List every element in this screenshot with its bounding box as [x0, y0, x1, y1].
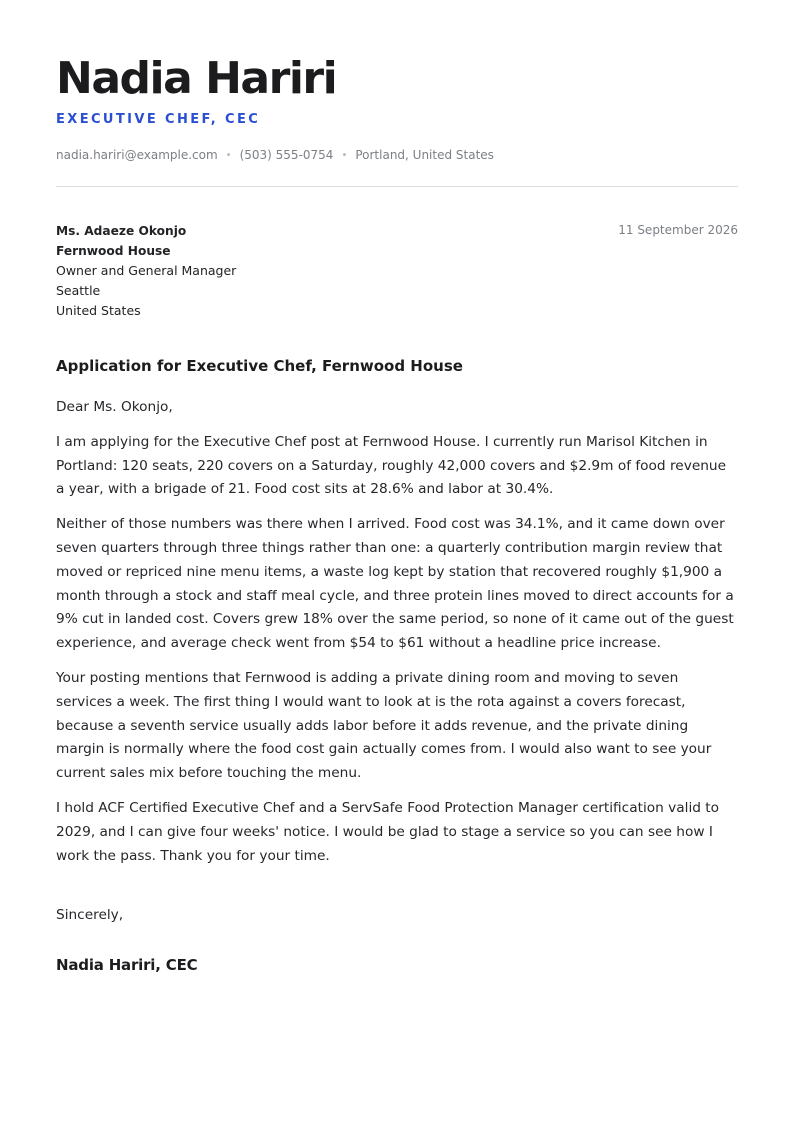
contact-line: [56, 147, 494, 165]
salutation: Dear Ms. Okonjo,: [56, 399, 173, 415]
contact-separator: •: [341, 150, 348, 161]
body-paragraph: I hold ACF Certified Executive Chef and a ServSafe Food Protection Manager certification valid to 2029, and I can give four weeks' notice. I would be glad to stage a service so you can see how I work the pass. Thank you for your time.: [56, 799, 720, 864]
recipient-city: Seattle: [56, 283, 101, 298]
recipient-block: [56, 221, 236, 321]
letter-body: [56, 396, 738, 879]
body-paragraph: Your posting mentions that Fernwood is adding a private dining room and moving to seven services a week. The first thing I would want to look at is the rota against a covers forecast, because a seventh service usually adds labor before it adds revenue, and the private dining margin is normally where the food cost gain actually comes from. I would also want to see your current sales mix before touching the menu.: [56, 669, 712, 782]
recipient-country: United States: [56, 303, 141, 318]
letter-subject: Application for Executive Chef, Fernwood House: [56, 357, 463, 375]
header-divider: [56, 186, 738, 187]
contact-separator: •: [225, 150, 232, 161]
body-paragraph: Neither of those numbers was there when I arrived. Food cost was 34.1%, and it came down over seven quarters through three things rather than one: a quarterly contribution margin review that moved or repriced nine menu items, a waste log kept by station that recovered roughly $1,900 a month through a stock and staff meal cycle, and three protein lines moved to direct accounts for a 9% cut in landed cost. Covers grew 18% over the same period, so none of it came out of the guest experience, and average check went from $54 to $61 without a headline price increase.: [56, 516, 734, 652]
recipient-name: Ms. Adaeze Okonjo: [56, 224, 187, 238]
recipient-role: Owner and General Manager: [56, 263, 237, 278]
applicant-name: Nadia Hariri: [56, 53, 337, 104]
applicant-title: EXECUTIVE CHEF, CEC: [56, 112, 261, 127]
contact-location: Portland, United States: [355, 148, 494, 162]
letter-date: 11 September 2026: [618, 223, 738, 237]
body-paragraph: I am applying for the Executive Chef post at Fernwood House. I currently run Marisol Kitchen in Portland: 120 seats, 220 covers on a Saturday, roughly 42,000 covers and $2.9m of food revenue a year, with a brigade of 21. Food cost sits at 28.6% and labor at 30.4%.: [56, 433, 727, 498]
signature: Nadia Hariri, CEC: [56, 956, 198, 974]
recipient-company: Fernwood House: [56, 244, 171, 258]
contact-email: nadia.hariri@example.com: [56, 148, 218, 162]
contact-phone: (503) 555-0754: [239, 148, 334, 162]
closing: Sincerely,: [56, 907, 124, 923]
